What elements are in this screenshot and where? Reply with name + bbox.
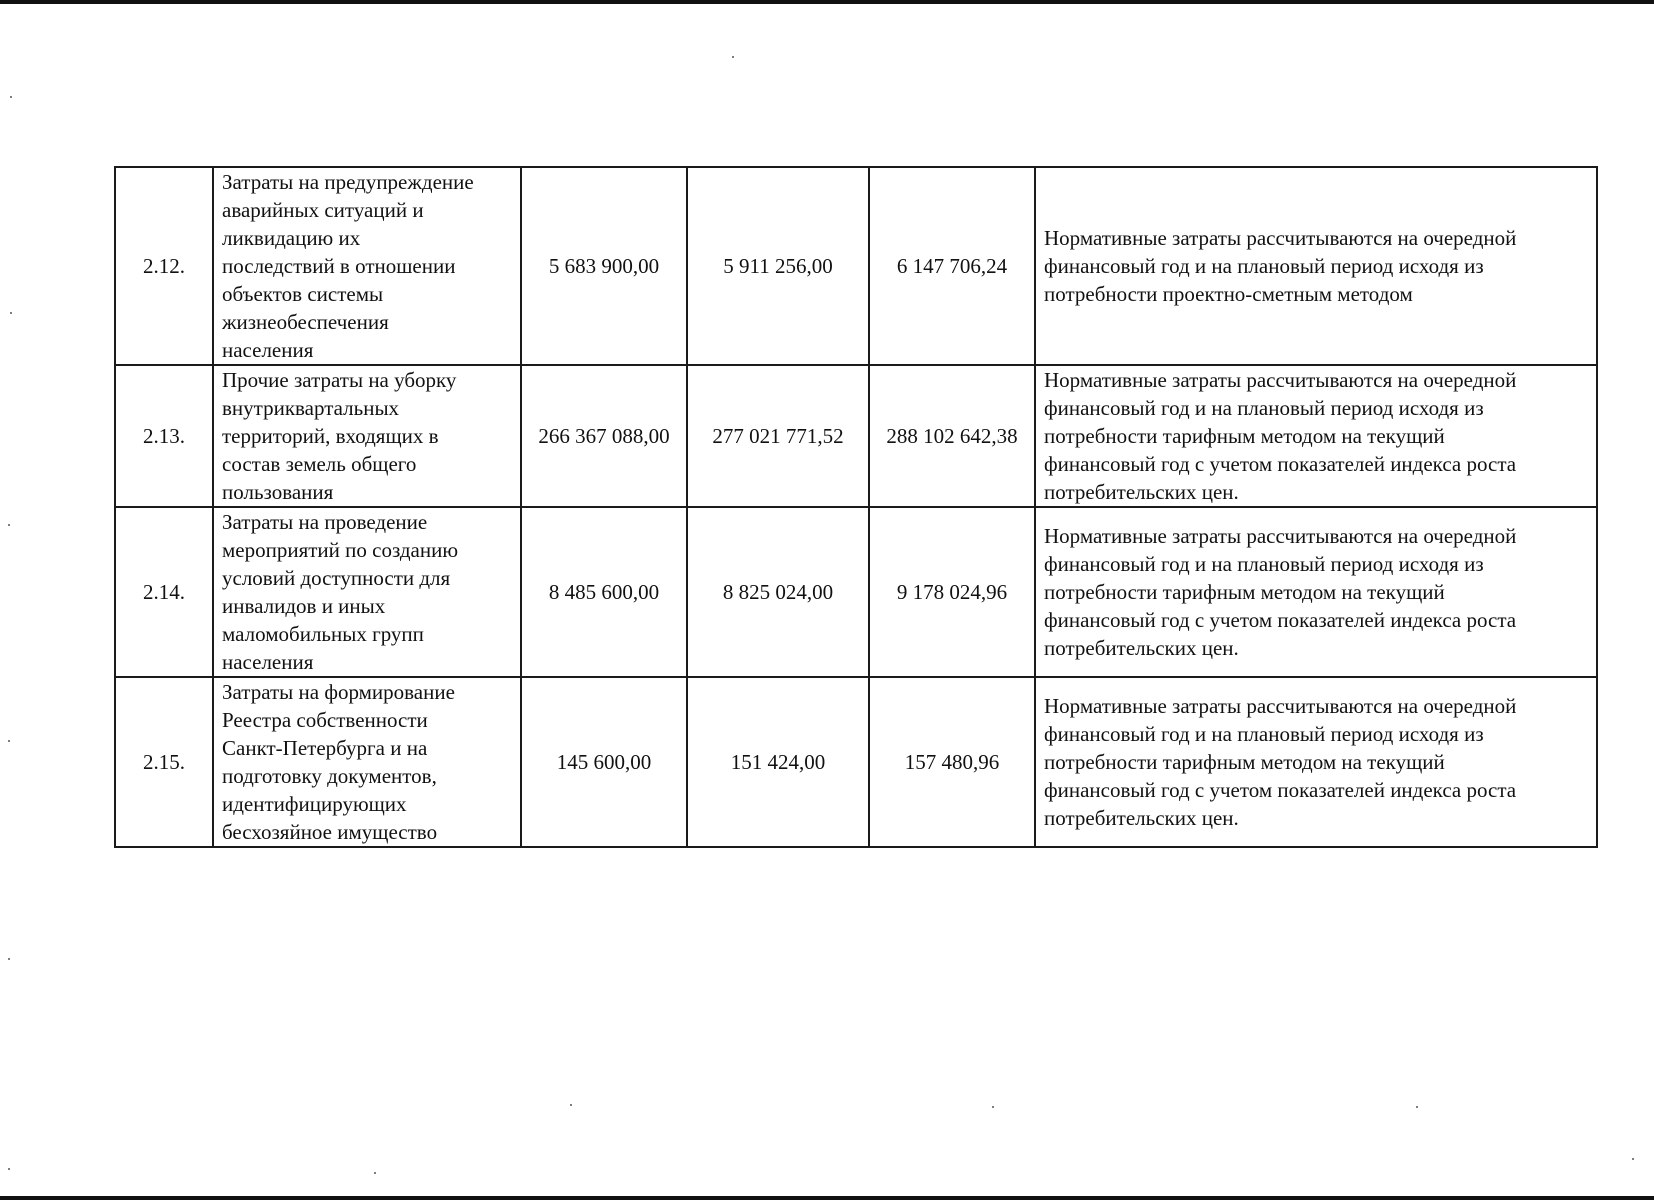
amount-year-1: 5 683 900,00 bbox=[521, 167, 687, 365]
scan-speck bbox=[992, 1106, 994, 1108]
cost-item-text: Прочие затраты на уборку внутриквартальных территорий, входящих в состав земель общего пользования bbox=[222, 368, 457, 504]
cost-table bbox=[114, 166, 1598, 848]
amount-year-3: 288 102 642,38 bbox=[869, 365, 1035, 507]
scan-speck bbox=[732, 56, 734, 58]
amount-year-2: 277 021 771,52 bbox=[687, 365, 869, 507]
amount-year-3: 9 178 024,96 bbox=[869, 507, 1035, 677]
table-row bbox=[115, 677, 1597, 847]
amount-year-1: 266 367 088,00 bbox=[521, 365, 687, 507]
cost-item-text: Затраты на проведение мероприятий по созданию условий доступности для инвалидов и иных маломобильных групп населения bbox=[222, 510, 459, 674]
table-row bbox=[115, 167, 1597, 365]
scan-edge-bottom bbox=[0, 1196, 1654, 1200]
calculation-method bbox=[1035, 167, 1597, 365]
scan-speck bbox=[8, 1168, 10, 1170]
table-row bbox=[115, 365, 1597, 507]
cost-item-name bbox=[213, 507, 521, 677]
amount-year-2: 8 825 024,00 bbox=[687, 507, 869, 677]
scan-speck bbox=[570, 1104, 572, 1106]
row-number: 2.13. bbox=[115, 365, 213, 507]
amount-year-3: 157 480,96 bbox=[869, 677, 1035, 847]
scan-speck bbox=[1416, 1106, 1418, 1108]
table-row bbox=[115, 507, 1597, 677]
row-number: 2.15. bbox=[115, 677, 213, 847]
calculation-method-text: Нормативные затраты рассчитываются на очередной финансовый год и на плановый период исходя из потребности проектно-сметным методом bbox=[1044, 226, 1517, 306]
cost-item-text: Затраты на формирование Реестра собственности Санкт-Петербурга и на подготовку документов, идентифицирующих бесхозяйное имущество bbox=[222, 680, 455, 844]
calculation-method-text: Нормативные затраты рассчитываются на очередной финансовый год и на плановый период исходя из потребности тарифным методом на текущий финансовый год с учетом показателей индекса роста потребительских цен. bbox=[1044, 368, 1517, 504]
cost-item-name bbox=[213, 365, 521, 507]
amount-year-3: 6 147 706,24 bbox=[869, 167, 1035, 365]
calculation-method-text: Нормативные затраты рассчитываются на очередной финансовый год и на плановый период исходя из потребности тарифным методом на текущий финансовый год с учетом показателей индекса роста потребительских цен. bbox=[1044, 524, 1517, 660]
calculation-method-text: Нормативные затраты рассчитываются на очередной финансовый год и на плановый период исходя из потребности тарифным методом на текущий финансовый год с учетом показателей индекса роста потребительских цен. bbox=[1044, 694, 1517, 830]
scan-speck bbox=[8, 524, 10, 526]
amount-year-2: 151 424,00 bbox=[687, 677, 869, 847]
calculation-method bbox=[1035, 507, 1597, 677]
row-number: 2.14. bbox=[115, 507, 213, 677]
scan-edge-top bbox=[0, 0, 1654, 4]
amount-year-1: 145 600,00 bbox=[521, 677, 687, 847]
scan-speck bbox=[10, 96, 12, 98]
scan-speck bbox=[10, 312, 12, 314]
cost-item-name bbox=[213, 677, 521, 847]
cost-item-name bbox=[213, 167, 521, 365]
calculation-method bbox=[1035, 677, 1597, 847]
amount-year-2: 5 911 256,00 bbox=[687, 167, 869, 365]
row-number: 2.12. bbox=[115, 167, 213, 365]
scan-speck bbox=[1632, 1158, 1634, 1160]
calculation-method bbox=[1035, 365, 1597, 507]
cost-item-text: Затраты на предупреждение аварийных ситуаций и ликвидацию их последствий в отношении объектов системы жизнеобеспечения населения bbox=[222, 170, 474, 362]
scan-speck bbox=[8, 740, 10, 742]
scan-speck bbox=[374, 1172, 376, 1174]
scan-speck bbox=[8, 958, 10, 960]
amount-year-1: 8 485 600,00 bbox=[521, 507, 687, 677]
